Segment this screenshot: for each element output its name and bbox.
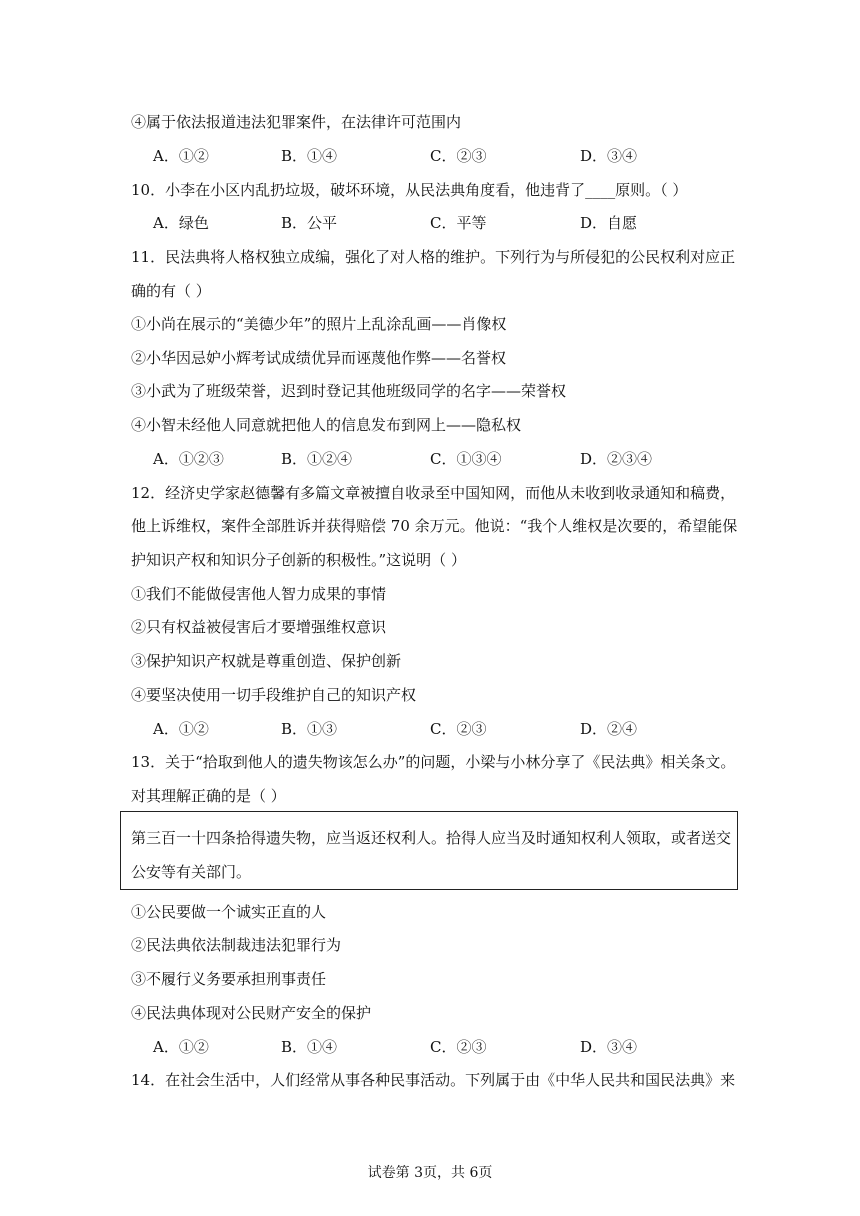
q11-stem-line-1: 11．民法典将人格权独立成编，强化了对人格的维护。下列行为与所侵犯的公民权利对应正 <box>131 248 736 266</box>
q12-statement-3: ③保护知识产权就是尊重创造、保护创新 <box>131 652 402 670</box>
q13-statement-1: ①公民要做一个诚实正直的人 <box>131 903 327 921</box>
q13-legal-article-box <box>120 811 738 890</box>
q10-option-d: D．自愿 <box>580 214 638 232</box>
q11-option-c: C．①③④ <box>430 450 502 468</box>
q13-option-a: A．①② <box>153 1038 209 1056</box>
q14-stem-line-1: 14．在社会生活中，人们经常从事各种民事活动。下列属于由《中华人民共和国民法典》来 <box>131 1071 736 1089</box>
q13-statement-4: ④民法典体现对公民财产安全的保护 <box>131 1004 372 1022</box>
q11-option-d: D．②③④ <box>580 450 653 468</box>
page-footer: 试卷第 3页，共 6页 <box>367 1165 493 1181</box>
q11-statement-1: ①小尚在展示的“美德少年”的照片上乱涂乱画——肖像权 <box>131 315 507 333</box>
q12-stem-line-3: 护知识产权和知识分子创新的积极性。”这说明（ ） <box>131 551 466 569</box>
q13-article-line-2: 公安等有关部门。 <box>131 863 252 881</box>
q13-statement-2: ②民法典依法制裁违法犯罪行为 <box>131 936 342 954</box>
q11-statement-2: ②小华因忌妒小辉考试成绩优异而诬蔑他作弊——名誉权 <box>131 349 507 367</box>
q12-stem-line-2: 他上诉维权，案件全部胜诉并获得赔偿 70 余万元。他说：“我个人维权是次要的，希望能保 <box>131 517 738 535</box>
q12-option-a: A．①② <box>153 720 209 738</box>
q10-stem: 10．小李在小区内乱扔垃圾，破坏环境，从民法典角度看，他违背了____原则。（ ） <box>131 181 688 199</box>
q12-statement-1: ①我们不能做侵害他人智力成果的事情 <box>131 585 387 603</box>
q9-option-d: D．③④ <box>580 147 638 165</box>
q12-stem-line-1: 12．经济史学家赵德馨有多篇文章被擅自收录至中国知网，而他从未收到收录通知和稿费， <box>131 484 736 502</box>
q9-option-a: A．①② <box>153 147 209 165</box>
q9-option-b: B．①④ <box>281 147 338 165</box>
q11-stem-line-2: 确的有（ ） <box>131 282 211 300</box>
q9-statement-4: ④属于依法报道违法犯罪案件，在法律许可范围内 <box>131 113 462 131</box>
q13-stem-line-1: 13．关于“拾取到他人的遗失物该怎么办”的问题，小梁与小林分享了《民法典》相关条文。 <box>131 753 736 771</box>
q12-option-b: B．①③ <box>281 720 338 738</box>
q12-option-c: C．②③ <box>430 720 487 738</box>
q11-statement-3: ③小武为了班级荣誉，迟到时登记其他班级同学的名字——荣誉权 <box>131 382 567 400</box>
q9-option-c: C．②③ <box>430 147 487 165</box>
q12-statement-4: ④要坚决使用一切手段维护自己的知识产权 <box>131 686 417 704</box>
q13-option-d: D．③④ <box>580 1038 638 1056</box>
q13-stem-line-2: 对其理解正确的是（ ） <box>131 787 286 805</box>
q12-option-d: D．②④ <box>580 720 638 738</box>
q10-option-c: C．平等 <box>430 214 487 232</box>
q10-option-a: A．绿色 <box>153 214 209 232</box>
q13-statement-3: ③不履行义务要承担刑事责任 <box>131 970 327 988</box>
q12-statement-2: ②只有权益被侵害后才要增强维权意识 <box>131 618 387 636</box>
q13-article-line-1: 第三百一十四条拾得遗失物，应当返还权利人。拾得人应当及时通知权利人领取，或者送交 <box>131 829 732 847</box>
q11-statement-4: ④小智未经他人同意就把他人的信息发布到网上——隐私权 <box>131 416 522 434</box>
q13-option-b: B．①④ <box>281 1038 338 1056</box>
q11-option-a: A．①②③ <box>153 450 224 468</box>
q11-option-b: B．①②④ <box>281 450 353 468</box>
q13-option-c: C．②③ <box>430 1038 487 1056</box>
q10-option-b: B．公平 <box>281 214 338 232</box>
